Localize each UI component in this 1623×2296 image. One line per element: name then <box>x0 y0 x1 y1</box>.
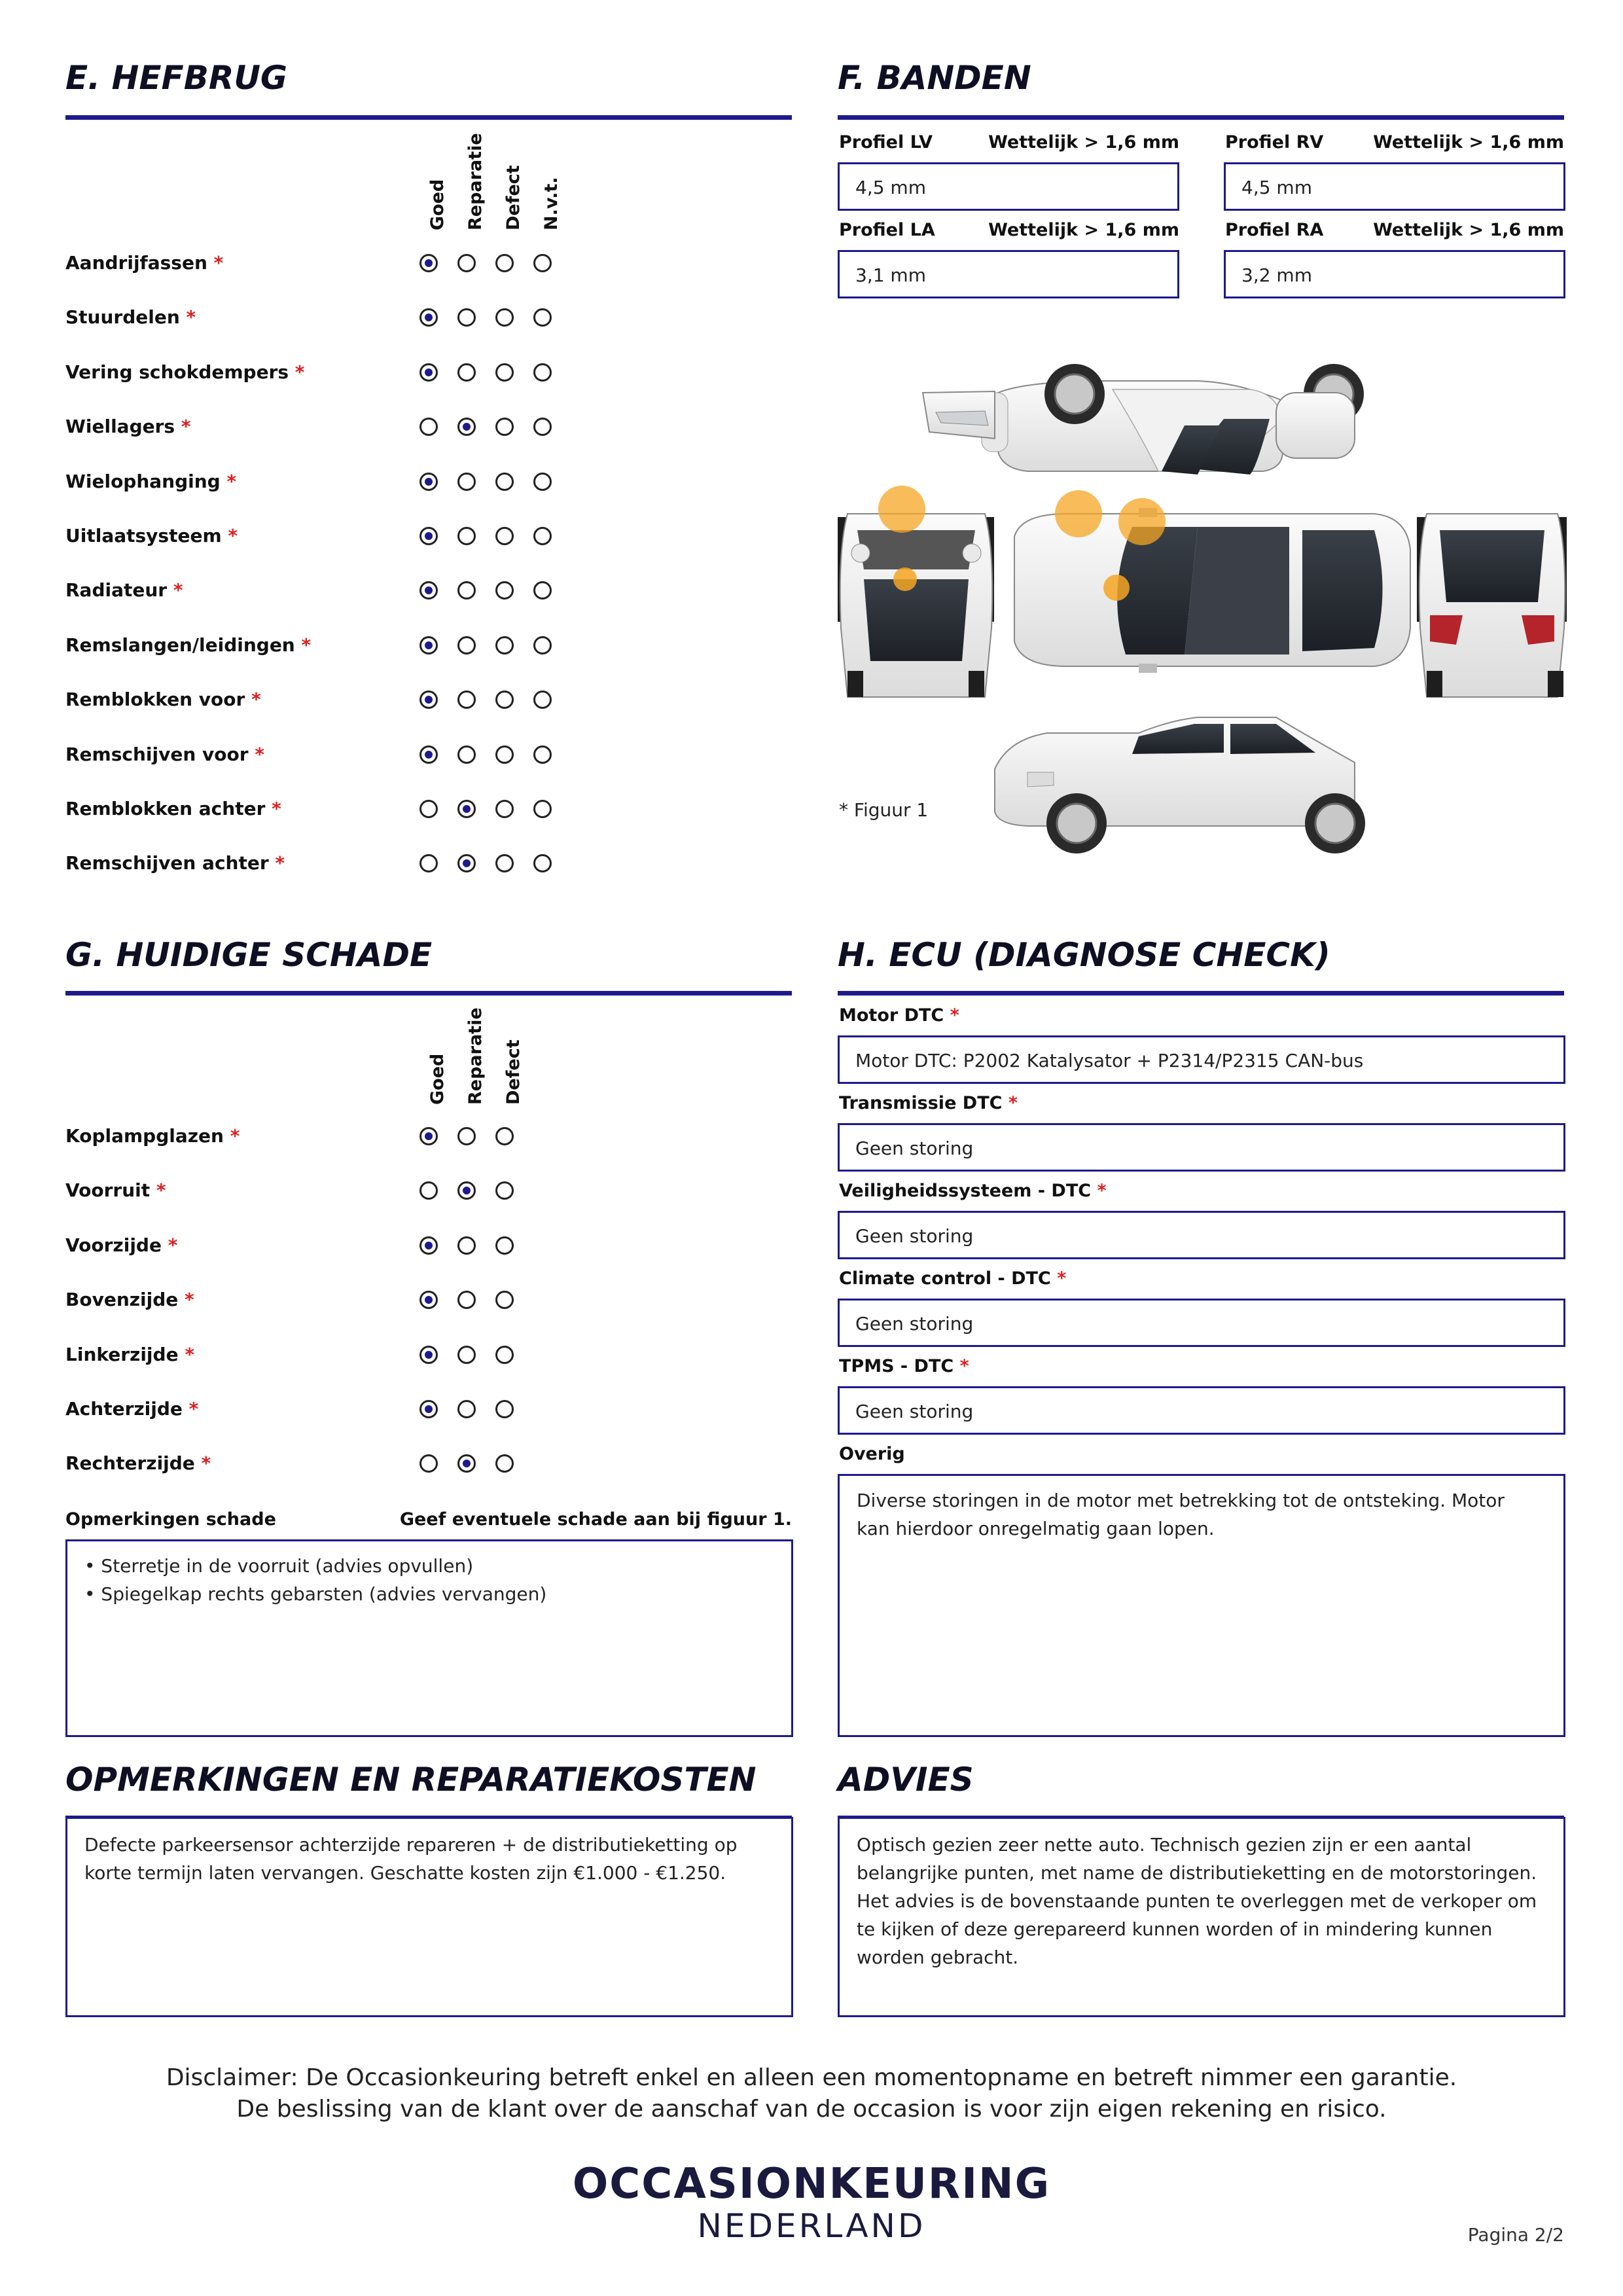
damage-marker <box>1103 575 1130 601</box>
tire-value-la: 3,1 mm <box>855 264 926 286</box>
ecu-field-input[interactable] <box>838 1123 1565 1172</box>
schade-row-label <box>65 1452 211 1474</box>
schade-header-1: Reparatie <box>465 1007 486 1105</box>
hefbrug-radio-0[interactable] <box>419 691 438 709</box>
hefbrug-radio-0[interactable] <box>419 745 438 764</box>
car-damage-diagram <box>831 353 1571 857</box>
hefbrug-radio-3[interactable] <box>533 581 552 600</box>
hefbrug-row-text: Uitlaatsysteem <box>65 525 222 547</box>
tire-field-rv[interactable] <box>1224 162 1565 211</box>
ecu-field-label-text: Climate control - DTC <box>839 1268 1051 1289</box>
ecu-field-input[interactable] <box>838 1386 1565 1435</box>
schade-row-text: Achterzijde <box>65 1398 183 1420</box>
ecu-field-label-text: Transmissie DTC <box>839 1093 1003 1113</box>
hefbrug-row-label <box>65 416 190 437</box>
schade-radio-0[interactable] <box>419 1454 438 1473</box>
hefbrug-row-label <box>65 471 236 492</box>
required-asterisk: * <box>173 579 183 601</box>
hefbrug-header-3: N.v.t. <box>541 177 562 230</box>
schade-row-label <box>65 1398 198 1420</box>
schade-row-label <box>65 1179 166 1201</box>
schade-radio-2[interactable] <box>495 1454 514 1473</box>
kosten-textarea[interactable] <box>65 1817 793 2017</box>
hefbrug-radio-2[interactable] <box>495 581 514 600</box>
schade-row-text: Rechterzijde <box>65 1452 195 1475</box>
tire-value-rv: 4,5 mm <box>1241 177 1312 198</box>
ecu-field-value: Geen storing <box>855 1225 974 1247</box>
hefbrug-radio-0[interactable] <box>419 473 438 491</box>
damage-marker <box>1055 490 1102 537</box>
required-asterisk: * <box>156 1179 166 1202</box>
tire-field-ra[interactable] <box>1224 250 1565 298</box>
required-asterisk: * <box>275 852 285 874</box>
schade-row-label <box>65 1289 194 1310</box>
hefbrug-radio-2[interactable] <box>495 418 514 436</box>
disclaimer-line-1: Disclaimer: De Occasionkeuring betreft enkel en alleen een momentopname en betreft nimmer een garantie. <box>166 2064 1457 2091</box>
brand-logo-top: OCCASIONKEURING <box>572 2160 1051 2208</box>
hefbrug-radio-2[interactable] <box>495 691 514 709</box>
ecu-field-label-text: Veiligheidssysteem - DTC <box>839 1181 1092 1201</box>
schade-radio-1[interactable] <box>457 1454 476 1473</box>
tire-label-la: Profiel LA <box>839 220 935 240</box>
section-rule <box>65 115 792 120</box>
car-side-top-view <box>923 364 1364 475</box>
hefbrug-radio-3[interactable] <box>533 363 552 382</box>
hefbrug-radio-0[interactable] <box>419 254 438 272</box>
tire-legal-la: Wettelijk > 1,6 mm <box>988 220 1179 240</box>
kosten-text: Defecte parkeersensor achterzijde repareren + de distributieketting op korte termijn laten vervangen. Geschatte kosten zijn €1.000 - €1.250. <box>84 1834 738 1884</box>
required-asterisk: * <box>251 689 261 711</box>
damage-marker <box>1118 498 1166 545</box>
hefbrug-row-text: Stuurdelen <box>65 306 180 329</box>
schade-row-text: Linkerzijde <box>65 1343 179 1365</box>
required-asterisk: * <box>1097 1181 1107 1201</box>
ecu-field-input[interactable] <box>838 1211 1565 1259</box>
required-asterisk: * <box>186 306 196 329</box>
hefbrug-row-label <box>65 744 264 765</box>
ecu-field-label <box>839 1093 1018 1113</box>
hefbrug-radio-3[interactable] <box>533 854 552 872</box>
hefbrug-radio-1[interactable] <box>457 800 476 818</box>
schade-row-text: Bovenzijde <box>65 1289 179 1311</box>
schade-radio-0[interactable] <box>419 1181 438 1200</box>
hefbrug-radio-0[interactable] <box>419 527 438 545</box>
required-asterisk: * <box>294 361 305 383</box>
ecu-field-value: Motor DTC: P2002 Katalysator + P2314/P2315 CAN-bus <box>855 1050 1364 1071</box>
remarks-label: Opmerkingen schade <box>65 1509 276 1530</box>
schade-radio-0[interactable] <box>419 1291 438 1309</box>
advies-textarea[interactable] <box>838 1817 1565 2017</box>
tire-legal-rv: Wettelijk > 1,6 mm <box>1373 132 1564 152</box>
hefbrug-radio-2[interactable] <box>495 308 514 327</box>
required-asterisk: * <box>950 1005 959 1026</box>
hefbrug-radio-2[interactable] <box>495 854 514 872</box>
schade-radio-1[interactable] <box>457 1291 476 1309</box>
hefbrug-radio-2[interactable] <box>495 254 514 272</box>
required-asterisk: * <box>213 252 224 274</box>
required-asterisk: * <box>185 1289 194 1311</box>
remarks-text: • Sterretje in de voorruit (advies opvullen) • Spiegelkap rechts gebarsten (advies vervangen) <box>84 1555 547 1605</box>
brand-logo-bottom: NEDERLAND <box>697 2207 926 2245</box>
schade-radio-2[interactable] <box>495 1181 514 1200</box>
ecu-field-value: Geen storing <box>855 1138 974 1159</box>
section-title-hefbrug: E. HEFBRUG <box>65 59 287 97</box>
schade-radio-0[interactable] <box>419 1400 438 1418</box>
hefbrug-row-label <box>65 798 281 819</box>
tire-legal-lv: Wettelijk > 1,6 mm <box>988 132 1179 152</box>
section-title-kosten: OPMERKINGEN EN REPARATIEKOSTEN <box>65 1761 757 1799</box>
disclaimer-line-2: De beslissing van de klant over de aanschaf van de occasion is voor zijn eigen rekening en risico. <box>236 2096 1387 2123</box>
hefbrug-row-label <box>65 525 238 547</box>
required-asterisk: * <box>959 1356 969 1376</box>
hefbrug-radio-3[interactable] <box>533 691 552 709</box>
hefbrug-radio-1[interactable] <box>457 418 476 436</box>
ecu-field-label <box>839 1356 969 1376</box>
schade-radio-2[interactable] <box>495 1236 514 1255</box>
required-asterisk: * <box>255 743 264 765</box>
hefbrug-row-text: Remschijven achter <box>65 852 269 874</box>
hefbrug-radio-0[interactable] <box>419 581 438 600</box>
section-title-schade: G. HUIDIGE SCHADE <box>65 936 433 974</box>
schade-row-label <box>65 1125 240 1147</box>
required-asterisk: * <box>272 798 281 819</box>
car-front-view <box>838 514 994 697</box>
schade-row-text: Koplampglazen <box>65 1125 224 1147</box>
hefbrug-radio-0[interactable] <box>419 636 438 655</box>
required-asterisk: * <box>1008 1093 1018 1113</box>
tire-value-ra: 3,2 mm <box>1241 264 1312 286</box>
schade-radio-2[interactable] <box>495 1127 514 1145</box>
remarks-hint: Geef eventuele schade aan bij figuur 1. <box>399 1509 792 1530</box>
hefbrug-row-text: Remslangen/leidingen <box>65 634 295 656</box>
section-title-banden: F. BANDEN <box>838 59 1031 97</box>
schade-radio-2[interactable] <box>495 1291 514 1309</box>
ecu-field-value: Geen storing <box>855 1313 974 1335</box>
ecu-other-textarea[interactable] <box>838 1474 1565 1737</box>
ecu-other-label: Overig <box>839 1444 905 1464</box>
schade-header-0: Goed <box>427 1053 448 1105</box>
tire-value-lv: 4,5 mm <box>855 177 926 198</box>
hefbrug-header-1: Reparatie <box>465 133 486 230</box>
ecu-field-value: Geen storing <box>855 1401 974 1422</box>
hefbrug-radio-3[interactable] <box>533 745 552 764</box>
damage-marker <box>878 486 925 533</box>
figure-caption: * Figuur 1 <box>839 799 929 821</box>
hefbrug-radio-3[interactable] <box>533 527 552 545</box>
hefbrug-radio-1[interactable] <box>457 473 476 491</box>
schade-row-label <box>65 1344 194 1365</box>
hefbrug-radio-1[interactable] <box>457 854 476 872</box>
hefbrug-radio-3[interactable] <box>533 418 552 436</box>
ecu-field-label <box>839 1268 1066 1289</box>
tire-legal-ra: Wettelijk > 1,6 mm <box>1373 220 1564 240</box>
section-title-ecu: H. ECU (DIAGNOSE CHECK) <box>838 936 1330 974</box>
hefbrug-row-label <box>65 252 223 274</box>
section-rule <box>65 991 792 996</box>
car-rear-view <box>1417 514 1567 697</box>
tire-field-lv[interactable] <box>838 162 1179 211</box>
schade-radio-1[interactable] <box>457 1181 476 1200</box>
tire-field-la[interactable] <box>838 250 1179 298</box>
schade-radio-0[interactable] <box>419 1236 438 1255</box>
hefbrug-radio-1[interactable] <box>457 636 476 655</box>
hefbrug-row-text: Radiateur <box>65 579 168 601</box>
hefbrug-radio-1[interactable] <box>457 745 476 764</box>
hefbrug-row-label <box>65 361 304 383</box>
schade-radio-1[interactable] <box>457 1346 476 1364</box>
required-asterisk: * <box>226 470 237 492</box>
tire-label-ra: Profiel RA <box>1225 220 1324 240</box>
hefbrug-row-text: Vering schokdempers <box>65 361 289 383</box>
hefbrug-radio-3[interactable] <box>533 308 552 327</box>
hefbrug-radio-1[interactable] <box>457 254 476 272</box>
ecu-field-input[interactable] <box>838 1035 1565 1084</box>
schade-radio-2[interactable] <box>495 1346 514 1364</box>
section-rule <box>838 991 1564 996</box>
ecu-field-label <box>839 1005 959 1026</box>
hefbrug-radio-2[interactable] <box>495 800 514 818</box>
required-asterisk: * <box>301 634 312 656</box>
hefbrug-radio-0[interactable] <box>419 854 438 872</box>
schade-radio-1[interactable] <box>457 1127 476 1145</box>
hefbrug-row-text: Wielophanging <box>65 470 221 492</box>
ecu-field-input[interactable] <box>838 1299 1565 1347</box>
schade-row-text: Voorruit <box>65 1179 151 1202</box>
advies-text: Optisch gezien zeer nette auto. Technisch gezien zijn er een aantal belangrijke punten, met name de distributieketting en de motorstoringen. Het advies is de bovenstaande punten te overleggen met de verkoper om te kijken of deze gerepareerd kunnen worden of in mindering kunnen worden gebracht. <box>857 1834 1537 1968</box>
hefbrug-row-label <box>65 852 285 874</box>
hefbrug-radio-2[interactable] <box>495 527 514 545</box>
hefbrug-radio-3[interactable] <box>533 636 552 655</box>
schade-row-text: Voorzijde <box>65 1234 162 1256</box>
required-asterisk: * <box>230 1125 240 1147</box>
hefbrug-radio-1[interactable] <box>457 363 476 382</box>
hefbrug-row-text: Remschijven voor <box>65 743 249 765</box>
hefbrug-radio-0[interactable] <box>419 363 438 382</box>
hefbrug-row-label <box>65 306 196 328</box>
schade-row-label <box>65 1234 177 1256</box>
hefbrug-radio-1[interactable] <box>457 308 476 327</box>
hefbrug-radio-1[interactable] <box>457 691 476 709</box>
hefbrug-row-label <box>65 689 261 710</box>
hefbrug-row-text: Remblokken voor <box>65 689 245 711</box>
hefbrug-radio-1[interactable] <box>457 581 476 600</box>
hefbrug-radio-2[interactable] <box>495 363 514 382</box>
hefbrug-radio-3[interactable] <box>533 800 552 818</box>
hefbrug-header-0: Goed <box>427 179 448 230</box>
required-asterisk: * <box>188 1398 199 1420</box>
ecu-field-label-text: Motor DTC <box>839 1005 944 1026</box>
hefbrug-radio-2[interactable] <box>495 745 514 764</box>
schade-radio-0[interactable] <box>419 1346 438 1364</box>
hefbrug-radio-0[interactable] <box>419 308 438 327</box>
remarks-textarea[interactable] <box>65 1539 793 1737</box>
hefbrug-radio-0[interactable] <box>419 418 438 436</box>
page-number: Pagina 2/2 <box>1467 2224 1564 2246</box>
hefbrug-row-text: Wiellagers <box>65 416 175 438</box>
hefbrug-radio-3[interactable] <box>533 254 552 272</box>
required-asterisk: * <box>228 525 238 547</box>
required-asterisk: * <box>201 1452 211 1475</box>
car-side-bottom-view <box>995 717 1365 853</box>
hefbrug-row-text: Remblokken achter <box>65 798 266 819</box>
hefbrug-row-label <box>65 579 183 601</box>
required-asterisk: * <box>181 416 191 438</box>
hefbrug-row-label <box>65 634 311 656</box>
damage-marker <box>893 567 917 591</box>
schade-radio-1[interactable] <box>457 1400 476 1418</box>
ecu-field-label <box>839 1181 1107 1201</box>
section-rule <box>838 115 1564 120</box>
hefbrug-radio-3[interactable] <box>533 473 552 491</box>
hefbrug-row-text: Aandrijfassen <box>65 252 207 274</box>
tire-label-rv: Profiel RV <box>1225 132 1324 152</box>
hefbrug-header-2: Defect <box>503 165 524 230</box>
hefbrug-radio-1[interactable] <box>457 527 476 545</box>
ecu-field-label-text: TPMS - DTC <box>839 1356 954 1376</box>
schade-radio-2[interactable] <box>495 1400 514 1418</box>
schade-radio-1[interactable] <box>457 1236 476 1255</box>
section-title-advies: ADVIES <box>838 1761 974 1799</box>
schade-radio-0[interactable] <box>419 1127 438 1145</box>
required-asterisk: * <box>168 1234 178 1256</box>
hefbrug-radio-2[interactable] <box>495 473 514 491</box>
hefbrug-radio-0[interactable] <box>419 800 438 818</box>
required-asterisk: * <box>185 1343 194 1365</box>
ecu-other-text: Diverse storingen in de motor met betrekking tot de ontsteking. Motor kan hierdoor onregelmatig gaan lopen. <box>857 1490 1505 1539</box>
hefbrug-radio-2[interactable] <box>495 636 514 655</box>
schade-header-2: Defect <box>503 1039 524 1105</box>
tire-label-lv: Profiel LV <box>839 132 933 152</box>
required-asterisk: * <box>1057 1268 1067 1289</box>
